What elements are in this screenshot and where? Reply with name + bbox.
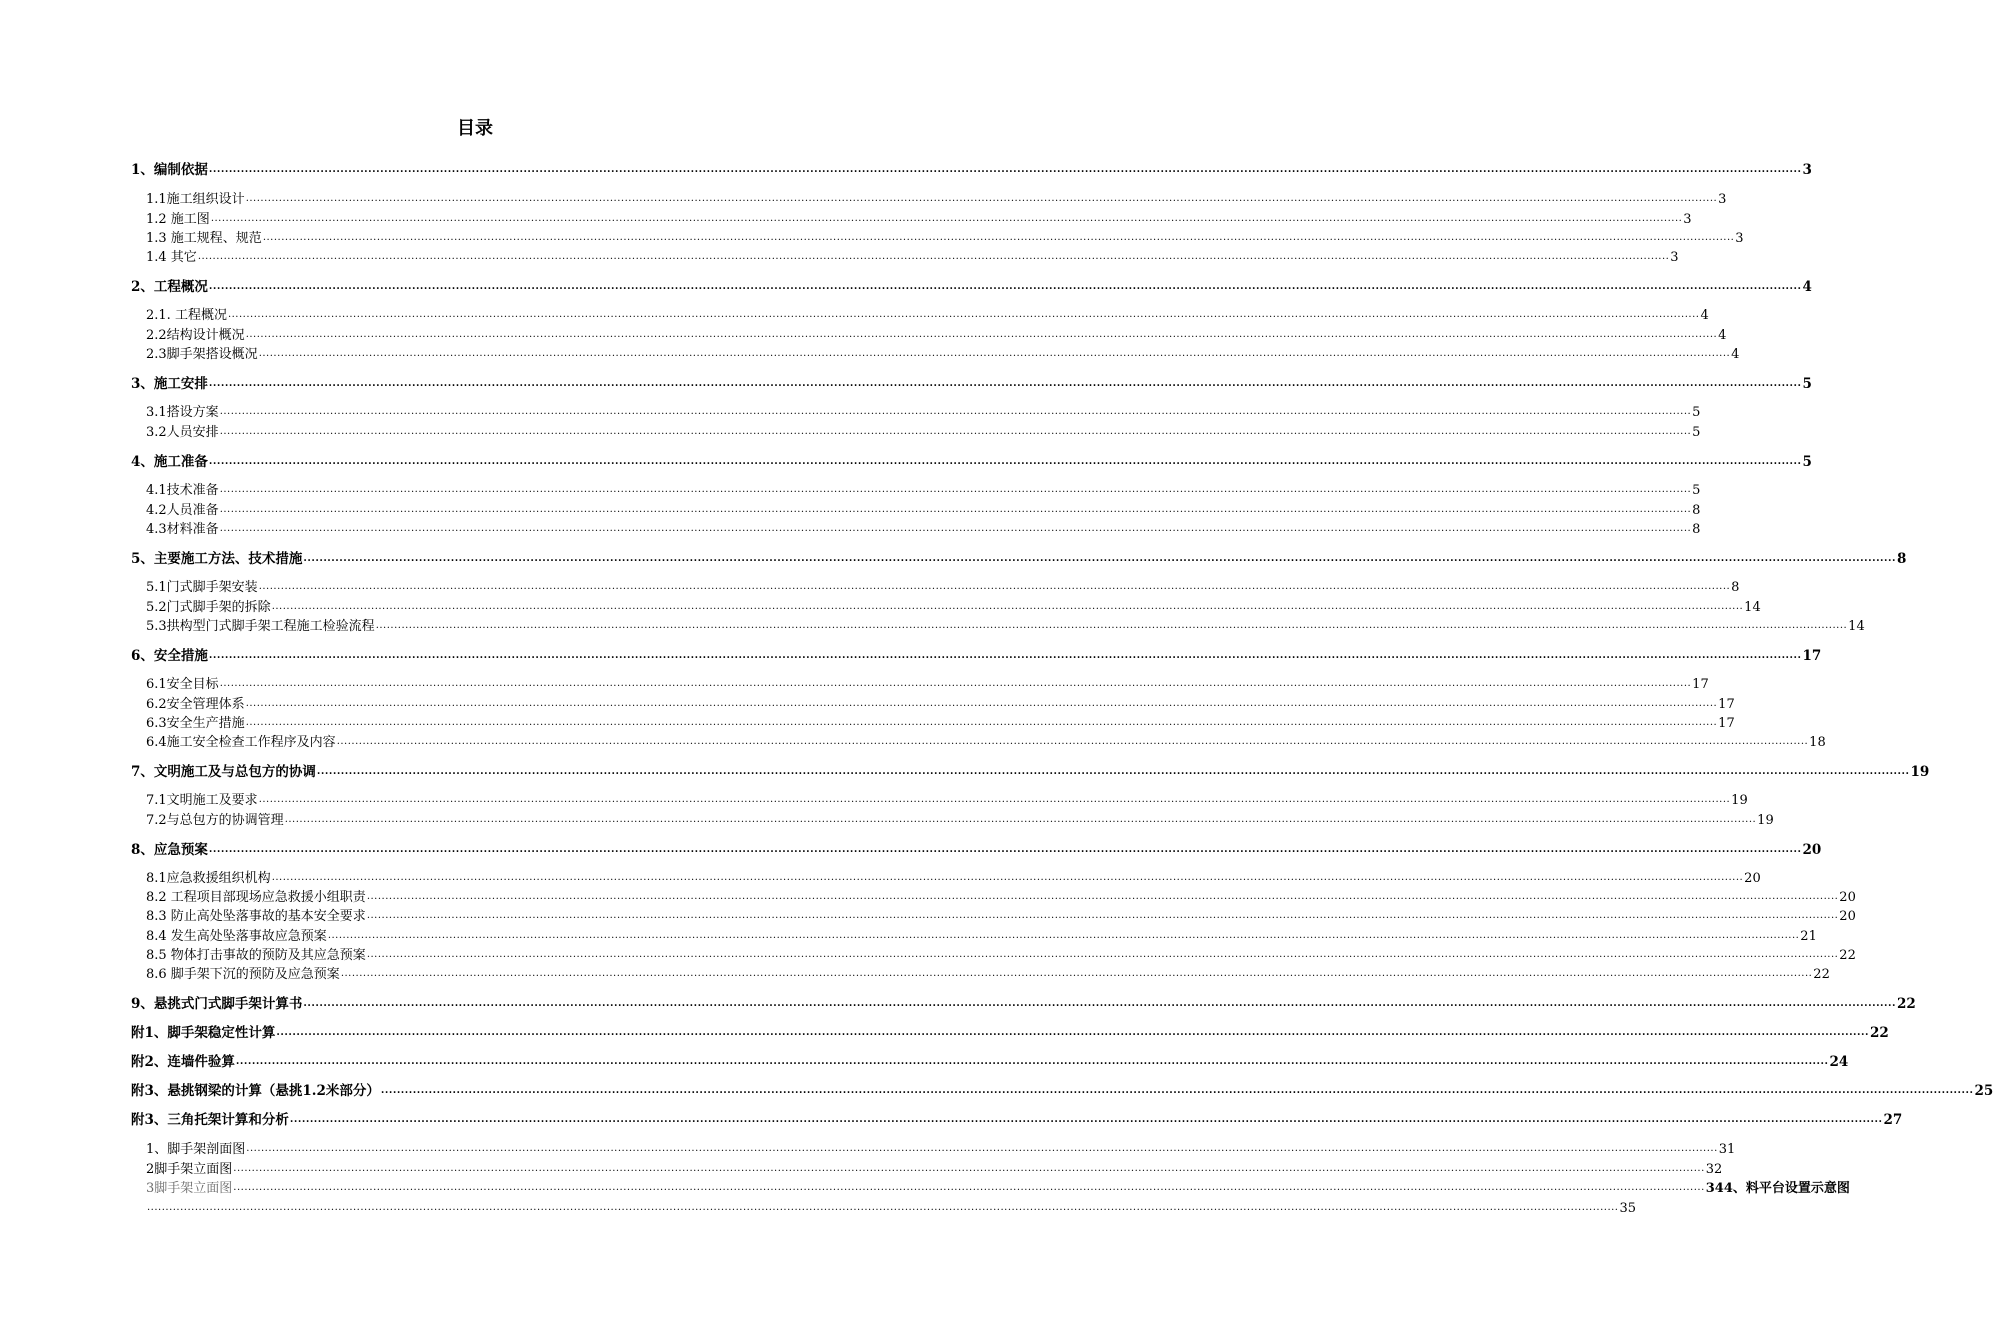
toc-page-number: 4 [1802,279,1812,295]
toc-entry-text: 附3、三角托架计算和分析 [131,1112,289,1128]
toc-entry-text: 7.2与总包方的协调管理 [146,813,284,828]
toc-leader-dots: ................................................................................................................................................................................................................................................................................................................................................................................................................ [219,426,1692,437]
toc-entry-text: 8、应急预案 [131,842,208,858]
toc-leader-dots: ................................................................................................................................................................................................................................................................................................................................................................................................................ [227,309,1700,320]
toc-page-number: 25 [1974,1083,1993,1099]
toc-page-number: 32 [1705,1162,1723,1177]
toc-leader-dots: ................................................................................................................................................................................................................................................................................................................................................................................................................ [219,678,1692,689]
toc-page-number: 31 [1718,1142,1736,1157]
toc-entry-chapter[interactable] [131,1079,1993,1099]
toc-entry-section[interactable] [146,342,1740,362]
toc-entry-section[interactable] [146,400,1701,420]
toc-entry-text: 4.3材料准备 [146,522,219,537]
toc-leader-dots: ................................................................................................................................................................................................................................................................................................................................................................................................................ [276,1027,1869,1038]
toc-entry-text: 8.2 工程项目部现场应急救援小组职责 [146,890,366,905]
toc-entry-section[interactable] [146,207,1692,227]
toc-entry-text: 6、安全措施 [131,648,208,664]
toc-leader-dots: ................................................................................................................................................................................................................................................................................................................................................................................................................ [289,1114,1883,1125]
toc-entry-text: 4.2人员准备 [146,503,219,518]
toc-page-number: 14 [1848,619,1865,634]
toc-page-number: 27 [1883,1112,1903,1128]
toc-leader-dots: ................................................................................................................................................................................................................................................................................................................................................................................................................ [208,281,1802,292]
toc-entry-chapter[interactable] [131,838,1822,858]
toc-entry-text: 8.1应急救援组织机构 [146,871,271,886]
toc-entry-section[interactable] [146,1196,1637,1216]
toc-leader-dots: ................................................................................................................................................................................................................................................................................................................................................................................................................ [208,164,1802,175]
toc-leader-dots: ................................................................................................................................................................................................................................................................................................................................................................................................................ [366,910,1839,921]
toc-page-number: 3 [1735,231,1744,246]
toc-leader-dots: ................................................................................................................................................................................................................................................................................................................................................................................................................ [233,1182,1705,1193]
toc-entry-text: 1.4 其它 [146,250,197,265]
toc-leader-dots: ................................................................................................................................................................................................................................................................................................................................................................................................................ [303,998,1896,1009]
toc-entry-chapter[interactable] [131,547,1907,567]
toc-entry-text: 8.5 物体打击事故的预防及其应急预案 [146,948,366,963]
toc-entry-text: 6.4施工安全检查工作程序及内容 [146,735,336,750]
toc-entry-chapter[interactable] [131,1108,1903,1128]
toc-page-number: 19 [1910,764,1930,780]
toc-page-number: 21 [1800,929,1817,944]
toc-entry-chapter[interactable] [131,372,1812,392]
toc-page-number: 5 [1692,405,1701,420]
toc-entry-section[interactable] [146,711,1735,731]
toc-page-number: 8 [1692,503,1701,518]
toc-page-number: 22 [1813,967,1830,982]
toc-entry-text: 8.6 脚手架下沉的预防及应急预案 [146,967,340,982]
toc-entry-section[interactable] [146,595,1761,615]
toc-entry-section[interactable] [146,808,1774,828]
toc-entry-section[interactable] [146,1176,1850,1196]
toc-entry-section[interactable] [146,303,1709,323]
toc-entry-chapter[interactable] [131,158,1812,178]
toc-entry-text: 1.3 施工规程、规范 [146,231,262,246]
toc-entry-chapter[interactable] [131,1050,1849,1070]
toc-entry-chapter[interactable] [131,1021,1889,1041]
toc-entry-section[interactable] [146,885,1856,905]
toc-page-number: 17 [1718,697,1735,712]
toc-entry-text: 附2、连墙件验算 [131,1054,235,1070]
toc-entry-text: 1.2 施工图 [146,212,210,227]
toc-entry-section[interactable] [146,866,1761,886]
toc-entry-text: 附3、悬挑钢梁的计算（悬挑1.2米部分） [131,1083,380,1099]
toc-leader-dots: ................................................................................................................................................................................................................................................................................................................................................................................................................ [380,1085,1974,1096]
toc-entry-text: 7.1文明施工及要求 [146,793,258,808]
toc-entry-text: 4、施工准备 [131,454,208,470]
toc-entry-section[interactable] [146,924,1817,944]
toc-entry-section[interactable] [146,245,1679,265]
toc-entry-text: 2.2结构设计概况 [146,328,245,343]
toc-entry-text: 附1、脚手架稳定性计算 [131,1025,276,1041]
toc-page-number: 4 [1700,308,1709,323]
toc-page-number: 14 [1744,600,1761,615]
toc-leader-dots: ................................................................................................................................................................................................................................................................................................................................................................................................................ [303,553,1896,564]
toc-leader-dots: ................................................................................................................................................................................................................................................................................................................................................................................................................ [219,504,1692,515]
toc-leader-dots: ................................................................................................................................................................................................................................................................................................................................................................................................................ [258,581,1731,592]
toc-page-number: 20 [1802,842,1822,858]
toc-entry-text: 1.1施工组织设计 [146,192,245,207]
toc-entry-chapter[interactable] [131,275,1812,295]
toc-leader-dots: ................................................................................................................................................................................................................................................................................................................................................................................................................ [208,650,1802,661]
toc-page-number: 3 [1718,192,1727,207]
toc-entry-section[interactable] [146,730,1826,750]
toc-leader-dots: ................................................................................................................................................................................................................................................................................................................................................................................................................ [262,232,1735,243]
toc-page-number: 19 [1731,793,1748,808]
toc-entry-text: 8.3 防止高处坠落事故的基本安全要求 [146,909,366,924]
toc-entry-text: 4.1技术准备 [146,483,219,498]
toc-page-number: 19 [1757,813,1774,828]
toc-leader-dots: ................................................................................................................................................................................................................................................................................................................................................................................................................ [245,193,1718,204]
toc-leader-dots: ................................................................................................................................................................................................................................................................................................................................................................................................................ [219,523,1692,534]
toc-page-number: 18 [1809,735,1826,750]
toc-entry-text: 1、脚手架剖面图 [146,1142,246,1157]
toc-entry-text: 3.1搭设方案 [146,405,219,420]
toc-entry-section[interactable] [146,962,1830,982]
toc-leader-dots: ................................................................................................................................................................................................................................................................................................................................................................................................................ [316,766,1910,777]
toc-entry-text: 3脚手架立面图 [146,1181,233,1196]
toc-entry-section[interactable] [146,788,1748,808]
toc-page-number: 8 [1692,522,1701,537]
toc-page-number: 3 [1802,162,1812,178]
toc-leader-dots: ................................................................................................................................................................................................................................................................................................................................................................................................................ [284,814,1757,825]
toc-leader-dots: ................................................................................................................................................................................................................................................................................................................................................................................................................ [208,456,1802,467]
toc-leader-dots: ................................................................................................................................................................................................................................................................................................................................................................................................................ [366,891,1839,902]
toc-leader-dots: ................................................................................................................................................................................................................................................................................................................................................................................................................ [208,378,1802,389]
toc-page-number: 3 [1683,212,1692,227]
toc-page-number: 5 [1802,376,1812,392]
toc-entry-section[interactable] [146,943,1856,963]
toc-leader-dots: ................................................................................................................................................................................................................................................................................................................................................................................................................ [208,844,1802,855]
toc-leader-dots: ................................................................................................................................................................................................................................................................................................................................................................................................................ [245,329,1718,340]
toc-entry-section[interactable] [146,517,1701,537]
toc-entry-chapter[interactable] [131,450,1812,470]
toc-entry-text: 7、文明施工及与总包方的协调 [131,764,316,780]
toc-leader-dots: ................................................................................................................................................................................................................................................................................................................................................................................................................ [340,968,1813,979]
toc-leader-dots: ................................................................................................................................................................................................................................................................................................................................................................................................................ [336,736,1809,747]
toc-page-number: 8 [1731,580,1740,595]
toc-entry-text: 2脚手架立面图 [146,1162,233,1177]
toc-entry-section[interactable] [146,187,1727,207]
toc-entry-text: 5.2门式脚手架的拆除 [146,600,271,615]
toc-page-number: 22 [1839,948,1856,963]
toc-leader-dots: ................................................................................................................................................................................................................................................................................................................................................................................................................ [258,348,1731,359]
toc-entry-section[interactable] [146,226,1744,246]
toc-page-number: 22 [1896,996,1916,1012]
toc-entry-text: 8.4 发生高处坠落事故应急预案 [146,929,327,944]
toc-entry-section[interactable] [146,1157,1723,1177]
toc-leader-dots: ................................................................................................................................................................................................................................................................................................................................................................................................................ [219,484,1692,495]
toc-leader-dots: ................................................................................................................................................................................................................................................................................................................................................................................................................ [245,717,1718,728]
toc-page-number: 5 [1692,425,1701,440]
toc-entry-section[interactable] [146,672,1709,692]
toc-leader-dots: ................................................................................................................................................................................................................................................................................................................................................................................................................ [366,949,1839,960]
toc-entry-text: 2.1. 工程概况 [146,308,227,323]
toc-page-number: 20 [1839,890,1856,905]
toc-leader-dots: ................................................................................................................................................................................................................................................................................................................................................................................................................ [210,213,1683,224]
toc-entry-section[interactable] [146,478,1701,498]
toc-page-number: 4 [1718,328,1727,343]
toc-entry-section[interactable] [146,692,1735,712]
toc-leader-dots: ................................................................................................................................................................................................................................................................................................................................................................................................................ [197,251,1670,262]
toc-leader-dots: ................................................................................................................................................................................................................................................................................................................................................................................................................ [258,794,1731,805]
toc-page-number: 17 [1692,677,1709,692]
toc-leader-dots: ................................................................................................................................................................................................................................................................................................................................................................................................................ [245,698,1718,709]
toc-entry-text: 5、主要施工方法、技术措施 [131,551,303,567]
toc-entry-text: 9、悬挑式门式脚手架计算书 [131,996,303,1012]
toc-leader-dots: ................................................................................................................................................................................................................................................................................................................................................................................................................ [147,1202,1619,1213]
toc-page-number: 24 [1829,1054,1849,1070]
toc-leader-dots: ................................................................................................................................................................................................................................................................................................................................................................................................................ [233,1163,1705,1174]
toc-page-number: 8 [1896,551,1907,567]
toc-page-number: 4 [1731,347,1740,362]
toc-entry-section[interactable] [146,614,1865,634]
toc-leader-dots: ................................................................................................................................................................................................................................................................................................................................................................................................................ [327,930,1800,941]
toc-entry-section[interactable] [146,420,1701,440]
toc-leader-dots: ................................................................................................................................................................................................................................................................................................................................................................................................................ [219,406,1692,417]
toc-entry-section[interactable] [146,575,1740,595]
toc-leader-dots: ................................................................................................................................................................................................................................................................................................................................................................................................................ [271,601,1744,612]
toc-page-number: 20 [1839,909,1856,924]
toc-entry-text: 3、施工安排 [131,376,208,392]
toc-leader-dots: ................................................................................................................................................................................................................................................................................................................................................................................................................ [271,872,1744,883]
toc-entry-chapter[interactable] [131,760,1930,780]
toc-entry-text: 2.3脚手架搭设概况 [146,347,258,362]
toc-entry-text: 5.1门式脚手架安装 [146,580,258,595]
toc-page-number: 3 [1670,250,1679,265]
toc-entry-text: 6.3安全生产措施 [146,716,245,731]
toc-leader-dots: ................................................................................................................................................................................................................................................................................................................................................................................................................ [375,620,1848,631]
toc-entry-section[interactable] [146,1137,1736,1157]
toc-page-number: 344、料平台设置示意图 [1705,1181,1850,1196]
toc-entry-text: 6.1安全目标 [146,677,219,692]
toc-page-number: 22 [1869,1025,1889,1041]
toc-title: 目录 [457,118,493,139]
toc-leader-dots: ................................................................................................................................................................................................................................................................................................................................................................................................................ [246,1143,1718,1154]
toc-leader-dots: ................................................................................................................................................................................................................................................................................................................................................................................................................ [235,1056,1829,1067]
toc-entry-text: 3.2人员安排 [146,425,219,440]
toc-entry-section[interactable] [146,323,1727,343]
toc-page-number: 17 [1718,716,1735,731]
toc-page-number: 20 [1744,871,1761,886]
toc-entry-section[interactable] [146,904,1856,924]
toc-entry-section[interactable] [146,498,1701,518]
toc-entry-text: 1、编制依据 [131,162,208,178]
toc-page-number: 17 [1802,648,1822,664]
toc-page-number: 5 [1802,454,1812,470]
toc-entry-text: 5.3拱构型门式脚手架工程施工检验流程 [146,619,375,634]
toc-entry-text: 6.2安全管理体系 [146,697,245,712]
toc-entry-chapter[interactable] [131,992,1916,1012]
toc-entry-text: 2、工程概况 [131,279,208,295]
toc-page-number: 35 [1619,1201,1637,1216]
toc-entry-chapter[interactable] [131,644,1822,664]
toc-page-number: 5 [1692,483,1701,498]
